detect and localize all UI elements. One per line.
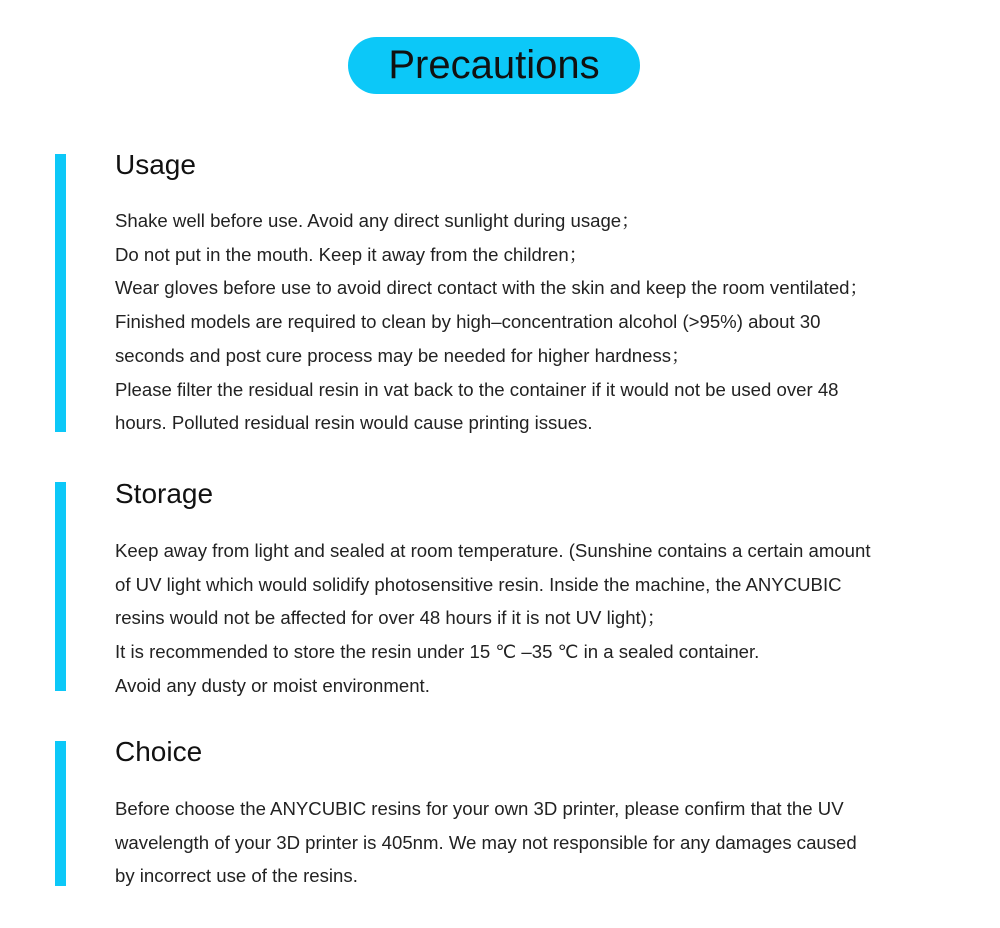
text-line: resins would not be affected for over 48 hours if it is not UV light)； bbox=[115, 607, 666, 629]
section-heading: Storage bbox=[115, 478, 214, 509]
text-line: It is recommended to store the resin under 15 ℃ –35 ℃ in a sealed container. bbox=[115, 641, 760, 663]
text-line: Avoid any dusty or moist environment. bbox=[115, 674, 430, 696]
text-line: Wear gloves before use to avoid direct contact with the skin and keep the room ventilated； bbox=[115, 277, 869, 299]
text-line: Do not put in the mouth. Keep it away from the children； bbox=[115, 243, 588, 265]
text-line: Finished models are required to clean by high–concentration alcohol (>95%) about 30 bbox=[115, 311, 821, 333]
text-line: hours. Polluted residual resin would cause printing issues. bbox=[115, 412, 593, 434]
page-title: Precautions bbox=[348, 37, 640, 94]
section-accent-bar bbox=[55, 741, 66, 886]
text-line: seconds and post cure process may be needed for higher hardness； bbox=[115, 344, 690, 366]
section-heading: Choice bbox=[115, 736, 203, 767]
text-line: Please filter the residual resin in vat back to the container if it would not be used over 48 bbox=[115, 378, 839, 400]
text-line: Keep away from light and sealed at room temperature. (Sunshine contains a certain amount bbox=[115, 540, 871, 561]
section-accent-bar bbox=[55, 154, 66, 432]
section-heading: Usage bbox=[115, 149, 196, 180]
text-line: of UV light which would solidify photosensitive resin. Inside the machine, the ANYCUBIC bbox=[115, 573, 842, 595]
section-body bbox=[115, 792, 857, 893]
text-line: Shake well before use. Avoid any direct sunlight during usage； bbox=[115, 210, 640, 231]
section-body bbox=[115, 534, 871, 703]
text-line: Before choose the ANYCUBIC resins for your own 3D printer, please confirm that the UV bbox=[115, 798, 844, 819]
section-accent-bar bbox=[55, 482, 66, 691]
section-body bbox=[115, 204, 868, 440]
text-line: wavelength of your 3D printer is 405nm. We may not responsible for any damages caused bbox=[115, 831, 857, 853]
text-line: by incorrect use of the resins. bbox=[115, 865, 358, 887]
